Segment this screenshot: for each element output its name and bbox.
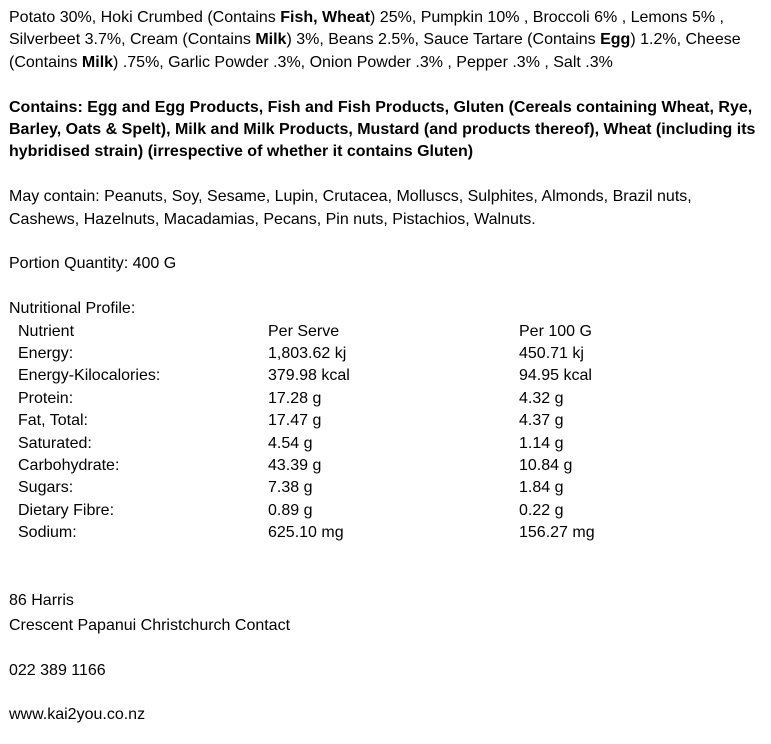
ingredient-text: ) .75%, Garlic Powder .3%, Onion Powder .3% , Pepper .3% , Salt .3% [113,53,613,71]
ingredient-text: Potato 30%, Hoki Crumbed (Contains [9,9,281,26]
nutrition-row [9,388,762,410]
per-100g-value: 10.84 g [519,457,573,475]
spacer [9,164,762,186]
nutrition-row [9,455,762,477]
nutrition-row [9,500,762,522]
allergen-highlight: Fish, Wheat [280,9,371,26]
per-serve-value: 0.89 g [268,501,313,519]
ingredient-text: ) 1.2%, Cheese (Contains [9,31,741,71]
per-100g-value: 4.32 g [519,389,564,407]
nutrition-header-row [9,321,762,343]
nutrition-table [9,321,762,545]
nutrient-name: Sugars: [18,479,74,497]
spacer [9,637,762,659]
nutrient-name: Fat, Total: [18,412,88,430]
allergen-highlight: Egg [600,31,631,49]
allergen-highlight: Milk [255,31,287,49]
allergen-highlight: Milk [81,53,114,71]
ingredients-list [9,7,762,74]
nutrient-name: Energy: [18,345,74,363]
address-line-1: 86 Harris [9,592,74,610]
per-serve-value: 43.39 g [268,457,322,475]
nutrient-name: Dietary Fibre: [18,501,115,519]
nutrition-row [9,522,762,544]
nutrient-name: Energy-Kilocalories: [18,367,161,385]
per-100g-value: 450.71 kj [519,345,584,363]
nutrition-row [9,477,762,499]
contains-statement: Contains: Egg and Egg Products, Fish and Fish Products, Gluten (Cereals containing Wheat, Rye, Barley, Oats & Spelt), Milk and Milk Products, Mustard (and products thereof), Wheat (including its hybridised strain) (irrespective of whether it contains Gluten) [9,98,756,161]
spacer [9,567,762,589]
per-serve-value: 625.10 mg [268,524,344,542]
nutrition-row [9,343,762,365]
per-serve-value: 17.47 g [268,412,322,430]
per-100g-value: 1.84 g [519,479,564,497]
nutrition-row [9,410,762,432]
portion-quantity: Portion Quantity: 400 G [9,255,177,273]
phone-number: 022 389 1166 [9,661,106,679]
nutrient-name: Carbohydrate: [18,457,120,475]
nutrient-name: Sodium: [18,524,77,542]
per-serve-value: 7.38 g [268,479,313,497]
per-serve-value: 4.54 g [268,434,313,452]
per-serve-value: 379.98 kcal [268,367,350,385]
ingredient-text: ) 3%, Beans 2.5%, Sauce Tartare (Contains [286,31,601,49]
nutrient-name: Protein: [18,389,74,407]
per-100g-value: 94.95 kcal [519,367,592,385]
spacer [9,74,762,96]
nutrition-row [9,365,762,387]
spacer [9,276,762,298]
website-text: www.kai2you.co.nz [9,706,146,724]
ingredient-text: ) 25%, Pumpkin 10% , Broccoli 6% , Lemons 5% , Silverbeet 3.7%, Cream (Contains [9,9,724,49]
per-serve-value: 17.28 g [268,389,322,407]
column-header-per-100g: Per 100 G [519,322,592,340]
spacer [9,231,762,253]
spacer [9,682,762,704]
nutrient-name: Saturated: [18,434,92,452]
per-100g-value: 156.27 mg [519,524,595,542]
per-serve-value: 1,803.62 kj [268,345,347,363]
may-contain-statement: May contain: Peanuts, Soy, Sesame, Lupin, Crutacea, Molluscs, Sulphites, Almonds, Brazil nuts, Cashews, Hazelnuts, Macadamias, Pecans, Pin nuts, Pistachios, Walnuts. [9,188,692,228]
per-100g-value: 4.37 g [519,412,564,430]
nutrition-row [9,433,762,455]
address-line-2: Crescent Papanui Christchurch Contact [9,616,291,634]
column-header-per-serve: Per Serve [268,322,340,340]
per-100g-value: 0.22 g [519,501,564,519]
column-header-nutrient: Nutrient [18,322,75,340]
spacer [9,545,762,567]
nutrition-heading: Nutritional Profile: [9,300,136,318]
per-100g-value: 1.14 g [519,434,564,452]
